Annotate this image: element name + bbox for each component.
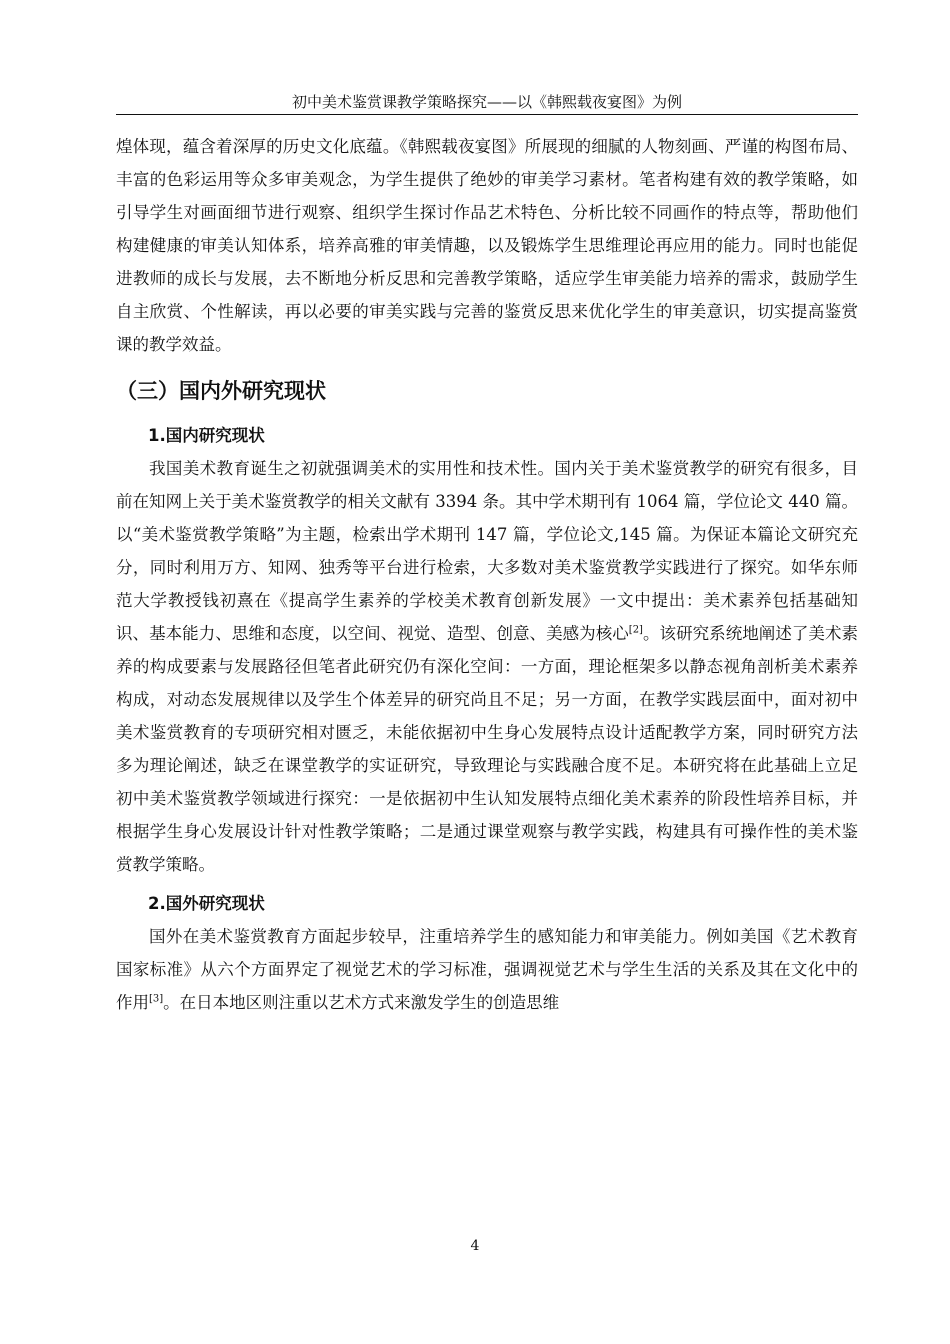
subheading-domestic-research: 1.国内研究现状 bbox=[148, 426, 265, 445]
paragraph-text: 。在日本地区则注重以艺术方式来激发学生的创造思维 bbox=[163, 993, 560, 1012]
paragraph-text: 。该研究系统地阐述了美术素养的构成要素与发展路径但笔者此研究仍有深化空间：一方面，理论框架多以静态视角剖析美术素养构成，对动态发展规律以及学生个体差异的研究尚且不足；另一方面，在教学实践层面中，面对初中美术鉴赏教育的专项研究相对匮乏，未能依据初中生身心发展特点设计适配教学方案，同时研究方法多为理论阐述，缺乏在课堂教学的实证研究，导致理论与实践融合度不足。本研究将在此基础上立足初中美术鉴赏教学领域进行探究：一是依据初中生认知发展特点细化美术素养的阶段性培养目标，并根据学生身心发展设计针对性教学策略；二是通过课堂观察与教学实践，构建具有可操作性的美术鉴赏教学策略。 bbox=[116, 624, 859, 874]
running-header-title: 初中美术鉴赏课教学策略探究——以《韩熙载夜宴图》为例 bbox=[291, 93, 682, 111]
subheading-foreign-research: 2.国外研究现状 bbox=[148, 894, 265, 913]
paragraph-text: 我国美术教育诞生之初就强调美术的实用性和技术性。国内关于美术鉴赏教学的研究有很多，目前在知网上关于美术鉴赏教学的相关文献有 3394 条。其中学术期刊有 1064 篇，学位论文 440 篇。以“美术鉴赏教学策略”为主题，检索出学术期刊 147 篇，学位论文,145 篇。为保证本篇论文研究充分，同时利用万方、知网、独秀等平台进行检索，大多数对美术鉴赏教学实践进行了探究。如华东师范大学教授钱初熹在《提高学生素养的学校美术教育创新发展》一文中提出：美术素养包括基础知识、基本能力、思维和态度，以空间、视觉、造型、创意、美感为核心 bbox=[116, 459, 858, 643]
citation-ref-3: [3] bbox=[149, 993, 164, 1005]
page-number: 4 bbox=[470, 1238, 480, 1254]
paragraph-foreign-research bbox=[116, 920, 858, 1019]
paragraph-continued: 煌体现，蕴含着深厚的历史文化底蕴。《韩熙载夜宴图》所展现的细腻的人物刻画、严谨的构图布局、丰富的色彩运用等众多审美观念，为学生提供了绝妙的审美学习素材。笔者构建有效的教学策略，如引导学生对画面细节进行观察、组织学生探讨作品艺术特色、分析比较不同画作的特点等，帮助他们构建健康的审美认知体系，培养高雅的审美情趣，以及锻炼学生思维理论再应用的能力。同时也能促进教师的成长与发展，去不断地分析反思和完善教学策略，适应学生审美能力培养的需求，鼓励学生自主欣赏、个性解读，再以必要的审美实践与完善的鉴赏反思来优化学生的审美意识，切实提高鉴赏课的教学效益。 bbox=[116, 137, 858, 354]
paragraph-text: 国外在美术鉴赏教育方面起步较早，注重培养学生的感知能力和审美能力。例如美国《艺术教育国家标准》从六个方面界定了视觉艺术的学习标准，强调视觉艺术与学生生活的关系及其在文化中的作用 bbox=[116, 927, 858, 1012]
section-heading-research-status: （三）国内外研究现状 bbox=[116, 379, 326, 403]
body-text bbox=[116, 130, 858, 1019]
header-divider bbox=[116, 114, 858, 115]
paragraph-domestic-research bbox=[116, 452, 858, 881]
citation-ref-2: [2] bbox=[628, 624, 643, 636]
